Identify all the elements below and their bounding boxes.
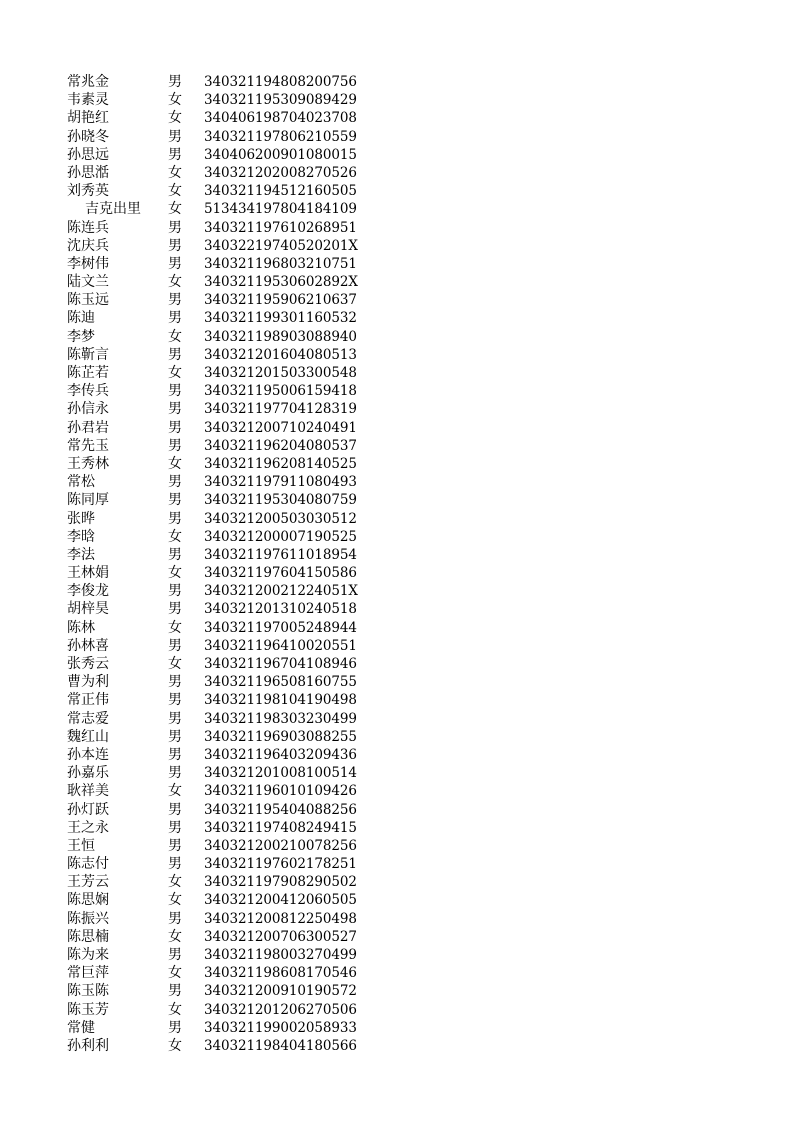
id-number-cell: 340321197911080493 [204, 474, 357, 491]
sex-cell: 男 [168, 692, 182, 709]
name-cell: 陆文兰 [67, 274, 109, 291]
sex-cell: 男 [168, 128, 182, 145]
id-number-cell: 340321194512160505 [204, 183, 357, 200]
name-cell: 孙信永 [67, 401, 109, 418]
id-number-cell: 340321198303230499 [204, 710, 357, 727]
sex-cell: 男 [168, 419, 182, 436]
name-cell: 王芳云 [67, 874, 109, 891]
table-row [0, 910, 793, 928]
table-row [0, 255, 793, 273]
table-row [0, 710, 793, 728]
id-number-cell: 340321196903088255 [204, 728, 357, 745]
id-number-cell: 340406198704023708 [204, 110, 357, 127]
sex-cell: 男 [168, 546, 182, 563]
sex-cell: 男 [168, 746, 182, 763]
sex-cell: 女 [168, 965, 182, 982]
name-cell: 常正伟 [67, 692, 109, 709]
table-row [0, 291, 793, 309]
sex-cell: 男 [168, 728, 182, 745]
table-row [0, 546, 793, 564]
table-row [0, 564, 793, 582]
sex-cell: 女 [168, 565, 182, 582]
name-cell: 陈同厚 [67, 492, 109, 509]
name-cell: 孙晓冬 [67, 128, 109, 145]
id-number-cell: 340321196204080537 [204, 437, 357, 454]
id-number-cell: 340321202008270526 [204, 164, 357, 181]
id-number-cell: 340321197005248944 [204, 619, 357, 636]
name-cell: 陈玉芳 [67, 1001, 109, 1018]
table-row [0, 328, 793, 346]
name-cell: 陈迪 [67, 310, 95, 327]
id-number-cell: 340321195309089429 [204, 92, 357, 109]
name-cell: 王秀林 [67, 455, 109, 472]
sex-cell: 男 [168, 510, 182, 527]
id-number-cell: 340321199301160532 [204, 310, 357, 327]
sex-cell: 男 [168, 437, 182, 454]
sex-cell: 男 [168, 74, 182, 90]
name-cell: 孙利利 [67, 1037, 109, 1054]
id-number-cell: 340321197602178251 [204, 856, 357, 873]
table-row [0, 146, 793, 164]
id-number-cell: 340321200503030512 [204, 510, 357, 527]
table-row [0, 382, 793, 400]
id-number-cell: 340321200910190572 [204, 983, 357, 1000]
id-number-cell: 340321196010109426 [204, 783, 357, 800]
name-cell: 陈靳言 [67, 346, 109, 363]
table-row [0, 1019, 793, 1037]
name-cell: 陈思楠 [67, 928, 109, 945]
sex-cell: 女 [168, 92, 182, 109]
id-number-cell: 340321199002058933 [204, 1019, 357, 1036]
name-cell: 陈思娴 [67, 892, 109, 909]
table-row [0, 528, 793, 546]
id-number-cell: 340321200812250498 [204, 910, 357, 927]
table-row [0, 782, 793, 800]
name-cell: 李梦 [67, 328, 95, 345]
table-row [0, 855, 793, 873]
id-number-cell: 340321196410020551 [204, 637, 357, 654]
sex-cell: 男 [168, 492, 182, 509]
table-row [0, 455, 793, 473]
sex-cell: 女 [168, 874, 182, 891]
id-number-cell: 340321201503300548 [204, 365, 357, 381]
table-row [0, 600, 793, 618]
roster-table [0, 73, 793, 1055]
name-cell: 常健 [67, 1019, 95, 1036]
table-row [0, 437, 793, 455]
table-row [0, 182, 793, 200]
id-number-cell: 34032219740520201X [204, 237, 358, 254]
table-row [0, 109, 793, 127]
id-number-cell: 340321196508160755 [204, 674, 357, 691]
sex-cell: 男 [168, 601, 182, 618]
id-number-cell: 34032120021224051X [204, 583, 358, 600]
id-number-cell: 340321196208140525 [204, 455, 357, 472]
table-row [0, 364, 793, 382]
id-number-cell: 340321197908290502 [204, 874, 357, 891]
sex-cell: 女 [168, 455, 182, 472]
sex-cell: 女 [168, 201, 182, 218]
table-row [0, 801, 793, 819]
name-cell: 王恒 [67, 837, 95, 854]
sex-cell: 女 [168, 892, 182, 909]
sex-cell: 男 [168, 383, 182, 400]
name-cell: 张晔 [67, 510, 95, 527]
sex-cell: 男 [168, 910, 182, 927]
table-row [0, 582, 793, 600]
sex-cell: 男 [168, 819, 182, 836]
id-number-cell: 340321201008100514 [204, 765, 357, 782]
name-cell: 陈林 [67, 619, 95, 636]
sex-cell: 女 [168, 110, 182, 127]
table-row [0, 728, 793, 746]
sex-cell: 男 [168, 474, 182, 491]
name-cell: 曹为利 [67, 674, 109, 691]
id-number-cell: 340321198003270499 [204, 947, 357, 963]
id-number-cell: 340321197611018954 [204, 546, 357, 563]
id-number-cell: 340321198404180566 [204, 1037, 357, 1054]
id-number-cell: 340321200210078256 [204, 837, 357, 854]
name-cell: 常先玉 [67, 437, 109, 454]
name-cell: 李法 [67, 546, 95, 563]
name-cell: 陈玉远 [67, 292, 109, 309]
name-cell: 魏红山 [67, 728, 109, 745]
table-row [0, 510, 793, 528]
sex-cell: 男 [168, 637, 182, 654]
table-row [0, 473, 793, 491]
sex-cell: 男 [168, 310, 182, 327]
sex-cell: 女 [168, 656, 182, 672]
id-number-cell: 340321198903088940 [204, 328, 357, 345]
table-row [0, 982, 793, 1000]
id-number-cell: 340321196403209436 [204, 746, 357, 763]
table-row [0, 691, 793, 709]
name-cell: 耿祥美 [67, 783, 109, 800]
table-row [0, 619, 793, 637]
sex-cell: 女 [168, 528, 182, 545]
table-row [0, 273, 793, 291]
name-cell: 刘秀英 [67, 183, 109, 200]
sex-cell: 男 [168, 346, 182, 363]
id-number-cell: 513434197804184109 [204, 201, 357, 218]
name-cell: 常巨萍 [67, 965, 109, 982]
table-row [0, 837, 793, 855]
table-row [0, 491, 793, 509]
table-row [0, 346, 793, 364]
id-number-cell: 340321200007190525 [204, 528, 357, 545]
sex-cell: 男 [168, 837, 182, 854]
name-cell: 常松 [67, 474, 95, 491]
table-row [0, 873, 793, 891]
name-cell: 陈连兵 [67, 219, 109, 236]
table-row [0, 91, 793, 109]
sex-cell: 男 [168, 856, 182, 873]
id-number-cell: 340321195404088256 [204, 801, 357, 818]
sex-cell: 男 [168, 1019, 182, 1036]
sex-cell: 女 [168, 164, 182, 181]
table-row [0, 419, 793, 437]
sex-cell: 男 [168, 583, 182, 600]
name-cell: 孙思远 [67, 146, 109, 163]
name-cell: 常志爱 [67, 710, 109, 727]
id-number-cell: 340321201604080513 [204, 346, 357, 363]
table-row [0, 128, 793, 146]
name-cell: 王之永 [67, 819, 109, 836]
id-number-cell: 340321197604150586 [204, 565, 357, 582]
name-cell: 胡艳红 [67, 110, 109, 127]
name-cell: 孙思湉 [67, 164, 109, 181]
name-cell: 陈振兴 [67, 910, 109, 927]
name-cell: 孙灯跃 [67, 801, 109, 818]
id-number-cell: 340321194808200756 [204, 74, 357, 90]
table-row [0, 237, 793, 255]
table-row [0, 309, 793, 327]
table-row [0, 219, 793, 237]
table-row [0, 928, 793, 946]
table-row [0, 1001, 793, 1019]
sex-cell: 男 [168, 146, 182, 163]
id-number-cell: 340321200710240491 [204, 419, 357, 436]
sex-cell: 男 [168, 255, 182, 272]
name-cell: 陈玉陈 [67, 983, 109, 1000]
name-cell: 陈芷若 [67, 365, 109, 381]
name-cell: 吉克出里 [85, 201, 141, 218]
id-number-cell: 34032119530602892X [204, 274, 358, 291]
name-cell: 李俊龙 [67, 583, 109, 600]
name-cell: 王林娟 [67, 565, 109, 582]
name-cell: 孙君岩 [67, 419, 109, 436]
table-row [0, 964, 793, 982]
id-number-cell: 340321198608170546 [204, 965, 357, 982]
id-number-cell: 340321197704128319 [204, 401, 357, 418]
sex-cell: 女 [168, 1001, 182, 1018]
table-row [0, 1037, 793, 1055]
sex-cell: 女 [168, 783, 182, 800]
sex-cell: 女 [168, 1037, 182, 1054]
sex-cell: 男 [168, 674, 182, 691]
id-number-cell: 340321195304080759 [204, 492, 357, 509]
name-cell: 常兆金 [67, 74, 109, 90]
table-row [0, 673, 793, 691]
name-cell: 陈志付 [67, 856, 109, 873]
table-row [0, 400, 793, 418]
sex-cell: 女 [168, 619, 182, 636]
id-number-cell: 340321197408249415 [204, 819, 357, 836]
name-cell: 张秀云 [67, 656, 109, 672]
table-row [0, 746, 793, 764]
id-number-cell: 340321200706300527 [204, 928, 357, 945]
name-cell: 胡梓昊 [67, 601, 109, 618]
name-cell: 李传兵 [67, 383, 109, 400]
sex-cell: 男 [168, 219, 182, 236]
sex-cell: 男 [168, 401, 182, 418]
name-cell: 沈庆兵 [67, 237, 109, 254]
name-cell: 孙本连 [67, 746, 109, 763]
table-row [0, 637, 793, 655]
sex-cell: 男 [168, 710, 182, 727]
table-row [0, 200, 793, 218]
sex-cell: 女 [168, 365, 182, 381]
id-number-cell: 340321197806210559 [204, 128, 357, 145]
id-number-cell: 340321195906210637 [204, 292, 357, 309]
sex-cell: 男 [168, 947, 182, 963]
sex-cell: 男 [168, 765, 182, 782]
id-number-cell: 340321196704108946 [204, 656, 357, 672]
sex-cell: 男 [168, 237, 182, 254]
table-row [0, 819, 793, 837]
id-number-cell: 340321200412060505 [204, 892, 357, 909]
id-number-cell: 340321196803210751 [204, 255, 357, 272]
table-row [0, 73, 793, 91]
id-number-cell: 340321195006159418 [204, 383, 357, 400]
table-row [0, 164, 793, 182]
name-cell: 韦素灵 [67, 92, 109, 109]
name-cell: 李晗 [67, 528, 95, 545]
table-row [0, 655, 793, 673]
sex-cell: 男 [168, 292, 182, 309]
name-cell: 李树伟 [67, 255, 109, 272]
table-row [0, 764, 793, 782]
id-number-cell: 340406200901080015 [204, 146, 357, 163]
sex-cell: 男 [168, 983, 182, 1000]
name-cell: 孙林喜 [67, 637, 109, 654]
id-number-cell: 340321198104190498 [204, 692, 357, 709]
sex-cell: 女 [168, 183, 182, 200]
name-cell: 孙嘉乐 [67, 765, 109, 782]
name-cell: 陈为来 [67, 947, 109, 963]
id-number-cell: 340321201206270506 [204, 1001, 357, 1018]
sex-cell: 女 [168, 328, 182, 345]
id-number-cell: 340321201310240518 [204, 601, 357, 618]
table-row [0, 891, 793, 909]
id-number-cell: 340321197610268951 [204, 219, 357, 236]
sex-cell: 女 [168, 928, 182, 945]
sex-cell: 男 [168, 801, 182, 818]
table-row [0, 946, 793, 964]
sex-cell: 女 [168, 274, 182, 291]
